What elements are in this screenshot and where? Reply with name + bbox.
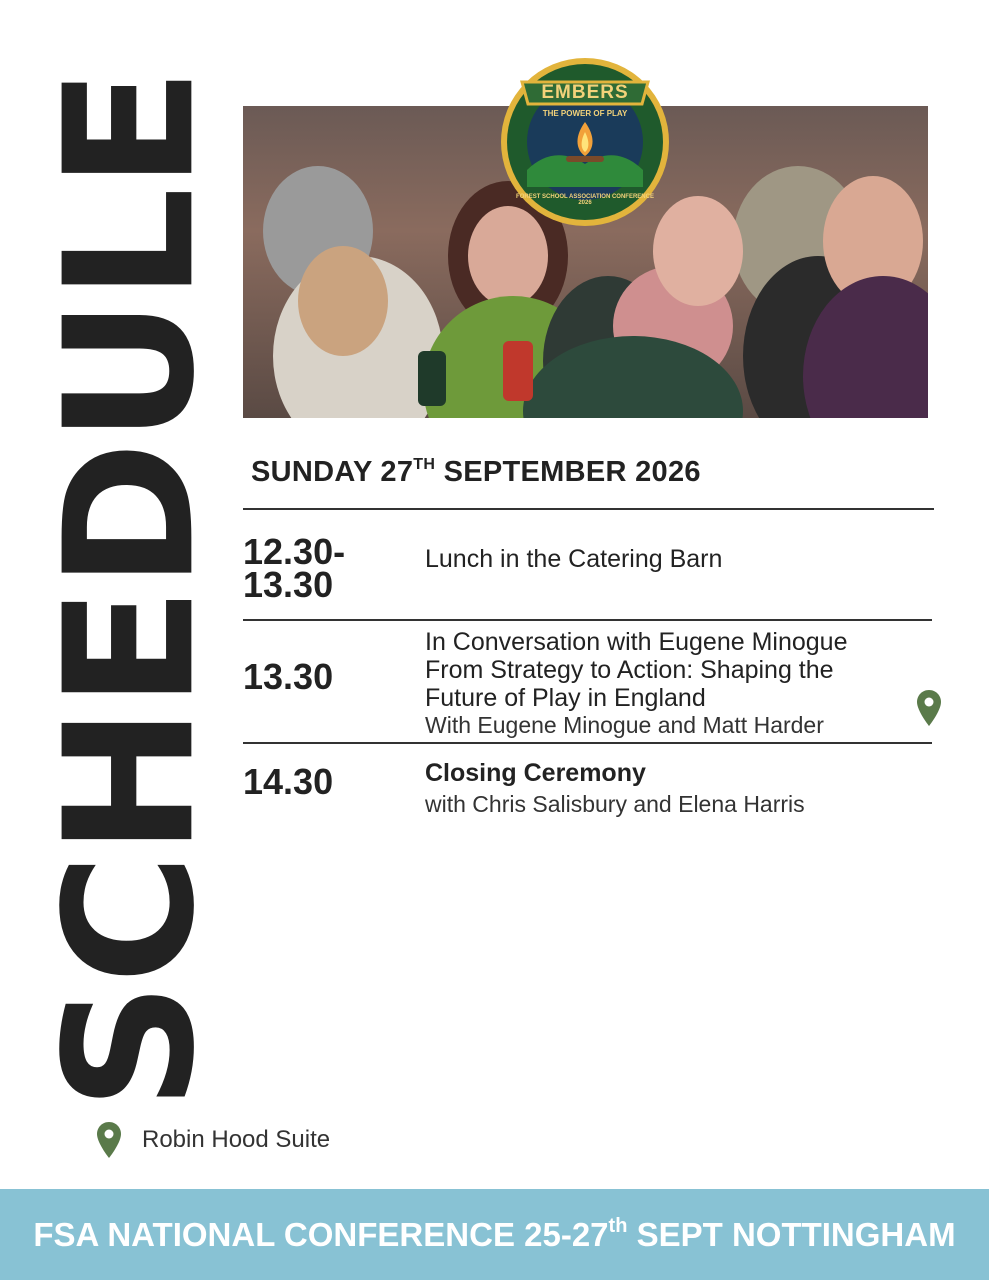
schedule-title: SCHEDULE xyxy=(26,69,234,1111)
divider xyxy=(243,742,932,744)
footer-rest: SEPT NOTTINGHAM xyxy=(627,1216,956,1253)
session-title: In Conversation with Eugene Minogue xyxy=(425,628,848,656)
session-time: 13.30 xyxy=(243,656,334,697)
day-rest: SEPTEMBER 2026 xyxy=(435,456,701,488)
session-time: 14.30 xyxy=(243,761,334,802)
session-details xyxy=(425,545,915,573)
day-heading xyxy=(251,456,701,489)
session-time: 12.30- 13.30 xyxy=(243,531,346,605)
vertical-title xyxy=(26,69,234,1111)
location-label: Robin Hood Suite xyxy=(142,1126,331,1153)
badge-tagline: THE POWER OF PLAY xyxy=(542,109,628,118)
session-subtitle: From Strategy to Action: Shaping the Future of Play in England xyxy=(425,656,834,712)
session-details xyxy=(425,759,915,817)
session-title: Closing Ceremony xyxy=(425,759,646,787)
footer-prefix: FSA NATIONAL CONFERENCE 25-27 xyxy=(33,1216,609,1253)
day-suffix: TH xyxy=(413,456,436,473)
location-pin-icon xyxy=(96,1121,122,1159)
day-prefix: SUNDAY 27 xyxy=(251,456,414,488)
divider xyxy=(243,619,932,621)
session-details xyxy=(425,628,915,738)
session-speakers: With Eugene Minogue and Matt Harder xyxy=(425,712,824,738)
location-legend xyxy=(96,1120,330,1160)
footer-text xyxy=(33,1215,955,1254)
session-title: Lunch in the Catering Barn xyxy=(425,545,723,573)
footer-band xyxy=(0,1189,989,1280)
footer-sup: th xyxy=(608,1215,628,1237)
divider xyxy=(243,508,934,510)
session-speakers: with Chris Salisbury and Elena Harris xyxy=(425,791,805,817)
location-pin-icon xyxy=(916,689,942,727)
embers-badge xyxy=(494,52,676,228)
badge-name: EMBERS xyxy=(541,82,629,103)
badge-ring-text: FOREST SCHOOL ASSOCIATION CONFERENCE 2026 xyxy=(516,194,654,206)
